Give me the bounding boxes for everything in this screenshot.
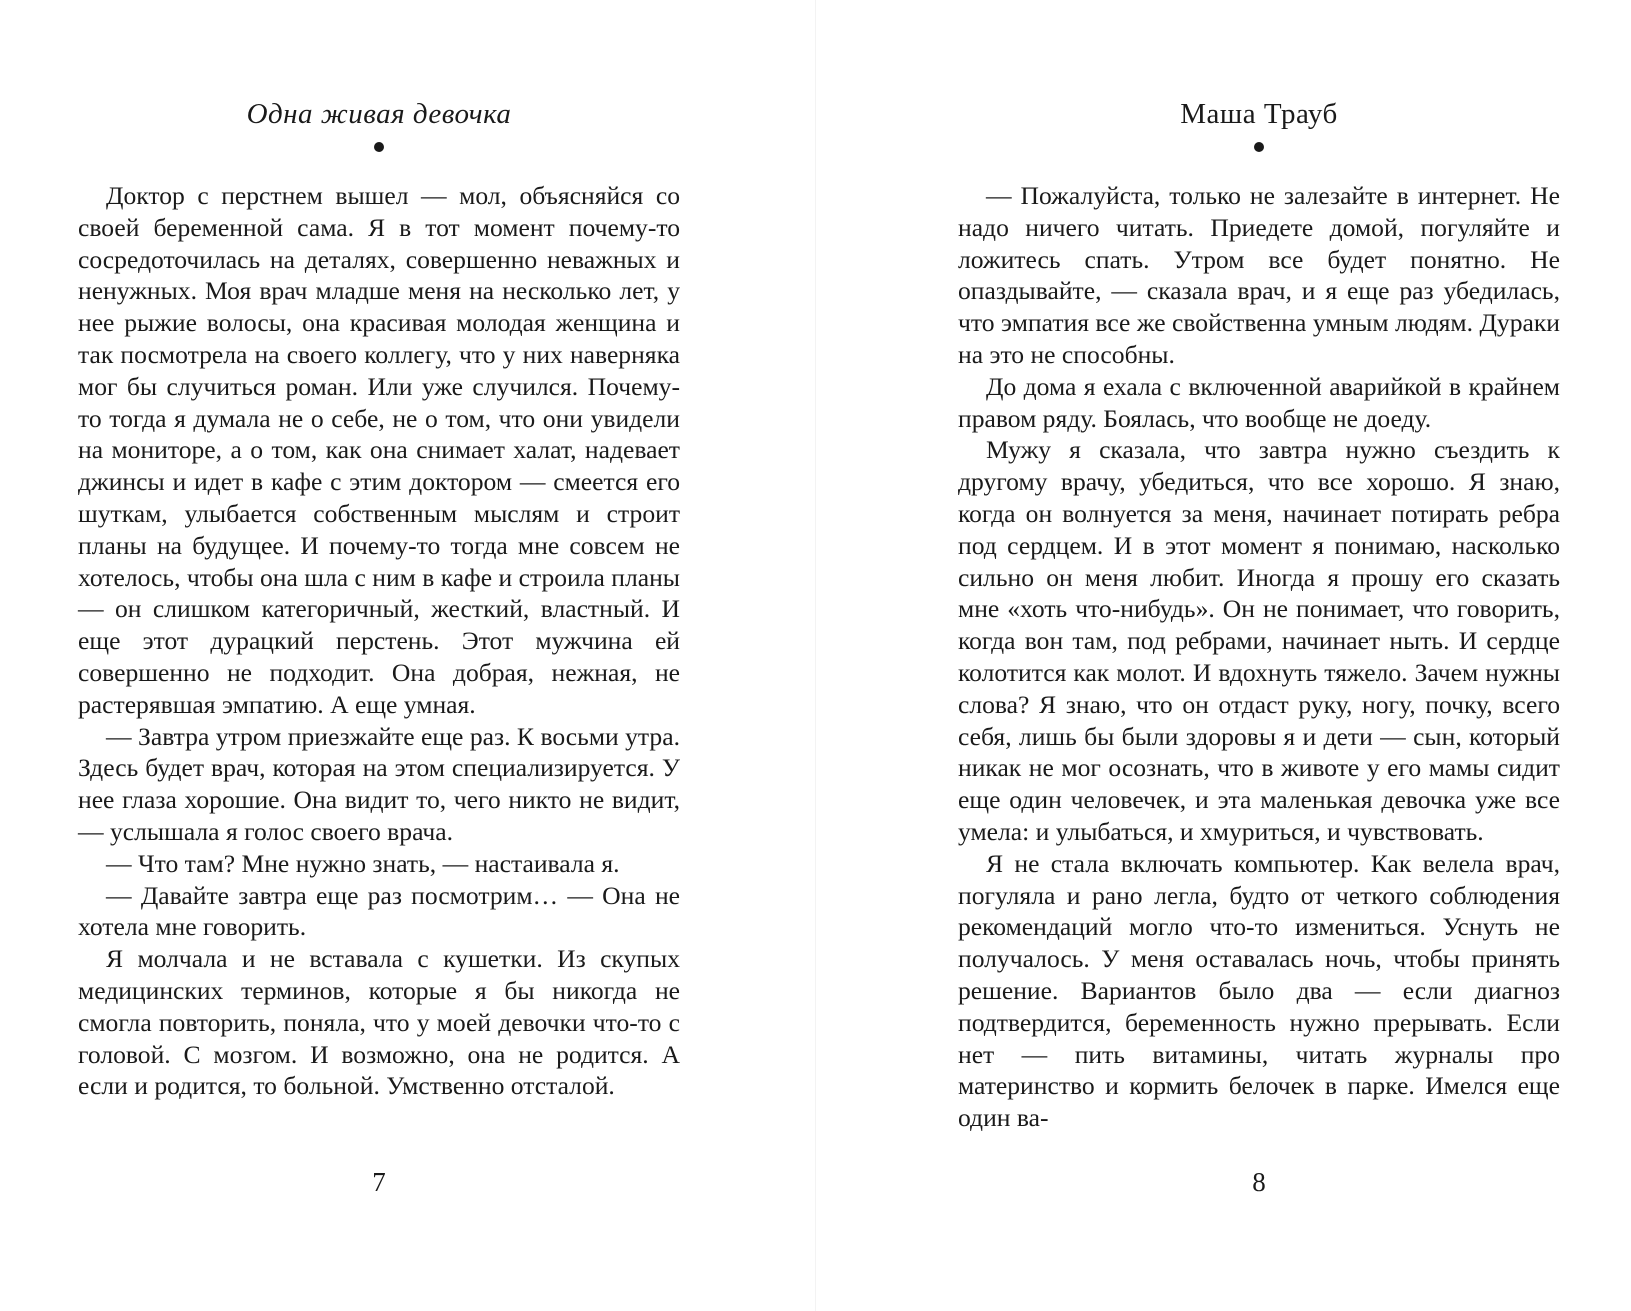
running-head-bullet	[1254, 142, 1264, 152]
running-head-author: Маша Трауб	[1180, 98, 1338, 130]
paragraph: — Завтра утром приезжайте еще раз. К восьми утра. Здесь будет врач, которая на этом специализируется. У нее глаза хорошие. Она видит то, чего никто не видит, — услышала я голос своего врача.	[78, 721, 680, 846]
paragraph: До дома я ехала с включенной аварийкой в крайнем правом ряду. Боялась, что вообще не доеду.	[958, 371, 1560, 433]
paragraph: Мужу я сказала, что завтра нужно съездить к другому врачу, убедиться, что все хорошо. Я знаю, когда он волнуется за меня, начинает потирать ребра под сердцем. И в этот момент я понимаю, насколько сильно он меня любит. Иногда я прошу его сказать мне «хоть что-нибудь». Он не понимает, что говорить, когда вон там, под ребрами, начинает ныть. И сердце колотится как молот. И вдохнуть тяжело. Зачем нужны слова? Я знаю, что он отдаст руку, ногу, почку, всего себя, лишь бы были здоровы я и дети — сын, который никак не мог осознать, что в животе у его мамы сидит еще один человечек, и эта маленькая девочка уже все умела: и улыбаться, и хмуриться, и чувствовать.	[958, 435, 1560, 846]
page-number: 8	[1252, 1167, 1266, 1197]
paragraph: Я не стала включать компьютер. Как велела врач, погуляла и рано легла, будто от четкого соблюдения рекомендаций могло что-то измениться. Уснуть не получалось. У меня оставалась ночь, чтобы принять решение. Вариантов было два — если диагноз подтвердится, беременность нужно прерывать. Если нет — пить витамины, читать журналы про материнство и кормить белочек в парке. Имелся еще один ва-	[958, 848, 1560, 1133]
right-page-body	[958, 180, 1560, 1134]
right-page	[958, 0, 1560, 1311]
paragraph: — Давайте завтра еще раз посмотрим… — Она не хотела мне говорить.	[78, 880, 680, 942]
paragraph: Доктор с перстнем вышел — мол, объясняйся со своей беременной сама. Я в тот момент почему-то сосредоточилась на деталях, совершенно неважных и ненужных. Моя врач младше меня на несколько лет, у нее рыжие волосы, она красивая молодая женщина и так посмотрела на своего коллегу, что у них наверняка мог бы случиться роман. Или уже случился. Почему-то тогда я думала не о себе, не о том, что они увидели на мониторе, а о том, как она снимает халат, надевает джинсы и идет в кафе с этим доктором — смеется его шуткам, улыбается собственным мыслям и строит планы на будущее. И почему-то тогда мне совсем не хотелось, чтобы она шла с ним в кафе и строила планы — он слишком категоричный, жесткий, властный. И еще этот дурацкий перстень. Этот мужчина ей совершенно не подходит. Она добрая, нежная, не растерявшая эмпатию. А еще умная.	[78, 181, 680, 719]
page-gutter	[815, 0, 816, 1311]
paragraph: — Пожалуйста, только не залезайте в интернет. Не надо ничего читать. Приедете домой, погуляйте и ложитесь спать. Утром все будет понятно. Не опаздывайте, — сказала врач, и я еще раз убедилась, что эмпатия все же свойственна умным людям. Дураки на это не способны.	[958, 181, 1560, 369]
page-number: 7	[372, 1167, 386, 1197]
left-page-body	[78, 180, 680, 1102]
paragraph: — Что там? Мне нужно знать, — настаивала я.	[106, 848, 620, 878]
running-head-bullet	[374, 142, 384, 152]
paragraph: Я молчала и не вставала с кушетки. Из скупых медицинских терминов, которые я бы никогда не смогла повторить, поняла, что у моей девочки что-то с головой. С мозгом. И возможно, она не родится. А если и родится, то больной. Умственно отсталой.	[78, 944, 680, 1101]
left-page	[78, 0, 680, 1311]
running-head-title: Одна живая девочка	[246, 98, 512, 130]
